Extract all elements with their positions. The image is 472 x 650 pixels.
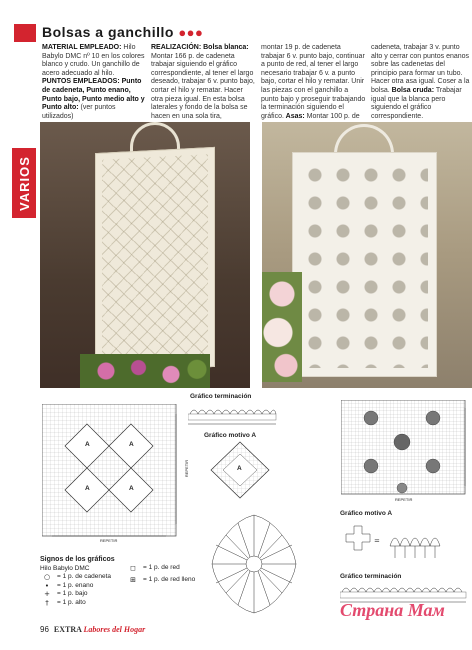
legend-subtitle: Hilo Babylo DMC bbox=[40, 564, 90, 572]
round-motif-chart bbox=[208, 505, 300, 623]
motif-letter-3: A bbox=[85, 485, 90, 492]
flowers-decoration bbox=[80, 354, 210, 388]
motif-a-letter: A bbox=[237, 465, 242, 472]
column-4-text: cadeneta, trabajar 3 v. punto alto y cerrar con puntos enanos sobre las cadenetas del principio para formar un tubo. Hacer otra asa igual. Coser a la bolsa. bbox=[371, 44, 470, 94]
legend-item bbox=[40, 599, 115, 608]
page-title-text: Bolsas a ganchillo bbox=[42, 24, 174, 40]
termination-title-right: Gráfico terminación bbox=[340, 573, 402, 580]
legend-item-text: = 1 p. de cadeneta bbox=[57, 573, 112, 580]
legend-item-text: = 1 p. bajo bbox=[57, 590, 88, 597]
motif-a-title-right: Gráfico motivo A bbox=[340, 510, 393, 517]
page-footer bbox=[40, 625, 145, 634]
article-column-2 bbox=[151, 44, 256, 121]
repeat-label-bottom: REPETIR bbox=[100, 538, 118, 543]
motif-letter-2: A bbox=[129, 441, 134, 448]
section-tab bbox=[12, 148, 36, 218]
crochet-bag-cream bbox=[95, 147, 215, 373]
cream-bag-text: Trabajar igual que la blanca pero siguiendo el gráfico correspondiente. bbox=[371, 86, 462, 120]
magazine-brand-sub: Labores del Hogar bbox=[83, 625, 146, 634]
legend-item bbox=[126, 562, 195, 574]
photo-cream-bag bbox=[40, 122, 250, 388]
magazine-brand-name: EXTRA bbox=[53, 625, 82, 634]
materials-text: Hilo Babylo DMC nº 10 en los colores blanco y crudo. Un ganchillo de acero adecuado al hilo. bbox=[42, 44, 145, 77]
chart-bag-cream bbox=[42, 404, 180, 546]
single-crochet-symbol: + bbox=[44, 590, 50, 598]
legend-item-text: = 1 p. de red bbox=[143, 564, 180, 571]
open-mesh-symbol: ◻ bbox=[130, 564, 136, 572]
motif-letter-4: A bbox=[129, 485, 134, 492]
crochet-bag-white bbox=[292, 152, 437, 377]
motif-letter-1: A bbox=[85, 441, 90, 448]
column-3-text: montar 19 p. de cadeneta trabajar 6 v. punto bajo, continuar a punto de red, al tener el largo necesario trabajar 6 v. a punto bajo, cortar el hilo y rematar. Unir las piezas con el ganchillo a punto bajo y proseguir trabajando la terminación siguiendo el gráfico. bbox=[261, 44, 366, 120]
page-number: 96 bbox=[40, 625, 49, 634]
filled-mesh-symbol: ⊞ bbox=[130, 576, 136, 584]
termination-chart-top bbox=[188, 404, 278, 428]
stitches-text: (ver puntos utilizados) bbox=[42, 104, 116, 120]
realization-text: Montar 166 p. de cadeneta trabajar siguiendo el gráfico correspondiente, al tener el largo deseado, trabajar 6 v. punto bajo, cortar el hilo y rematar. Hacer otra pieza igual. En esta bolsa laterales y fondo de la bolsa se hacen en una sola tira, bbox=[151, 52, 255, 120]
termination-title-top: Gráfico terminación bbox=[190, 393, 252, 400]
page-title bbox=[42, 24, 203, 40]
handles-label: Asas: bbox=[283, 112, 305, 120]
symbols-legend-net bbox=[126, 562, 195, 586]
roses-decoration bbox=[262, 272, 302, 382]
site-watermark: Страна Мам bbox=[340, 600, 445, 620]
svg-text:=: = bbox=[374, 537, 380, 545]
materials-label: MATERIAL EMPLEADO: bbox=[42, 44, 122, 51]
chain-stitch-symbol: ○ bbox=[43, 573, 51, 581]
legend-item-text: = 1 p. de red lleno bbox=[143, 576, 196, 583]
article-column-4 bbox=[371, 44, 471, 121]
motif-a-title-top: Gráfico motivo A bbox=[204, 432, 257, 439]
slip-stitch-symbol: • bbox=[44, 581, 50, 590]
chart-bag-white bbox=[341, 400, 467, 504]
photo-white-bag bbox=[262, 122, 472, 388]
article-column-3 bbox=[261, 44, 366, 121]
title-accent-block bbox=[14, 24, 36, 42]
cream-bag-label: Bolsa cruda: bbox=[389, 86, 435, 94]
legend-title: Signos de los gráficos bbox=[40, 556, 115, 563]
repeat-label-side: REPETIR bbox=[184, 459, 190, 478]
section-tab-label: VARIOS bbox=[16, 155, 32, 211]
article-column-1 bbox=[42, 44, 147, 121]
legend-item bbox=[126, 574, 195, 586]
realization-label: REALIZACIÓN: Bolsa blanca: bbox=[151, 44, 249, 51]
legend-item bbox=[40, 590, 115, 599]
handles-text: Montar 100 p. de bbox=[304, 112, 360, 120]
repeat-label-right: REPETIR bbox=[395, 497, 413, 502]
magazine-brand bbox=[54, 625, 145, 634]
title-dots: ●●● bbox=[178, 25, 204, 40]
legend-item bbox=[40, 573, 115, 582]
legend-item-text: = 1 p. alto bbox=[57, 598, 86, 606]
motif-a-small-chart bbox=[340, 518, 460, 568]
stitches-label: PUNTOS EMPLEADOS: Punto de cadeneta, Punto enano, Punto bajo, Punto medio alto y Punto alto: bbox=[42, 78, 145, 112]
page-header bbox=[14, 22, 244, 44]
symbols-legend bbox=[40, 556, 115, 607]
double-crochet-symbol: † bbox=[45, 598, 49, 607]
legend-item-text: = 1 p. enano bbox=[57, 581, 94, 589]
legend-item bbox=[40, 582, 115, 591]
